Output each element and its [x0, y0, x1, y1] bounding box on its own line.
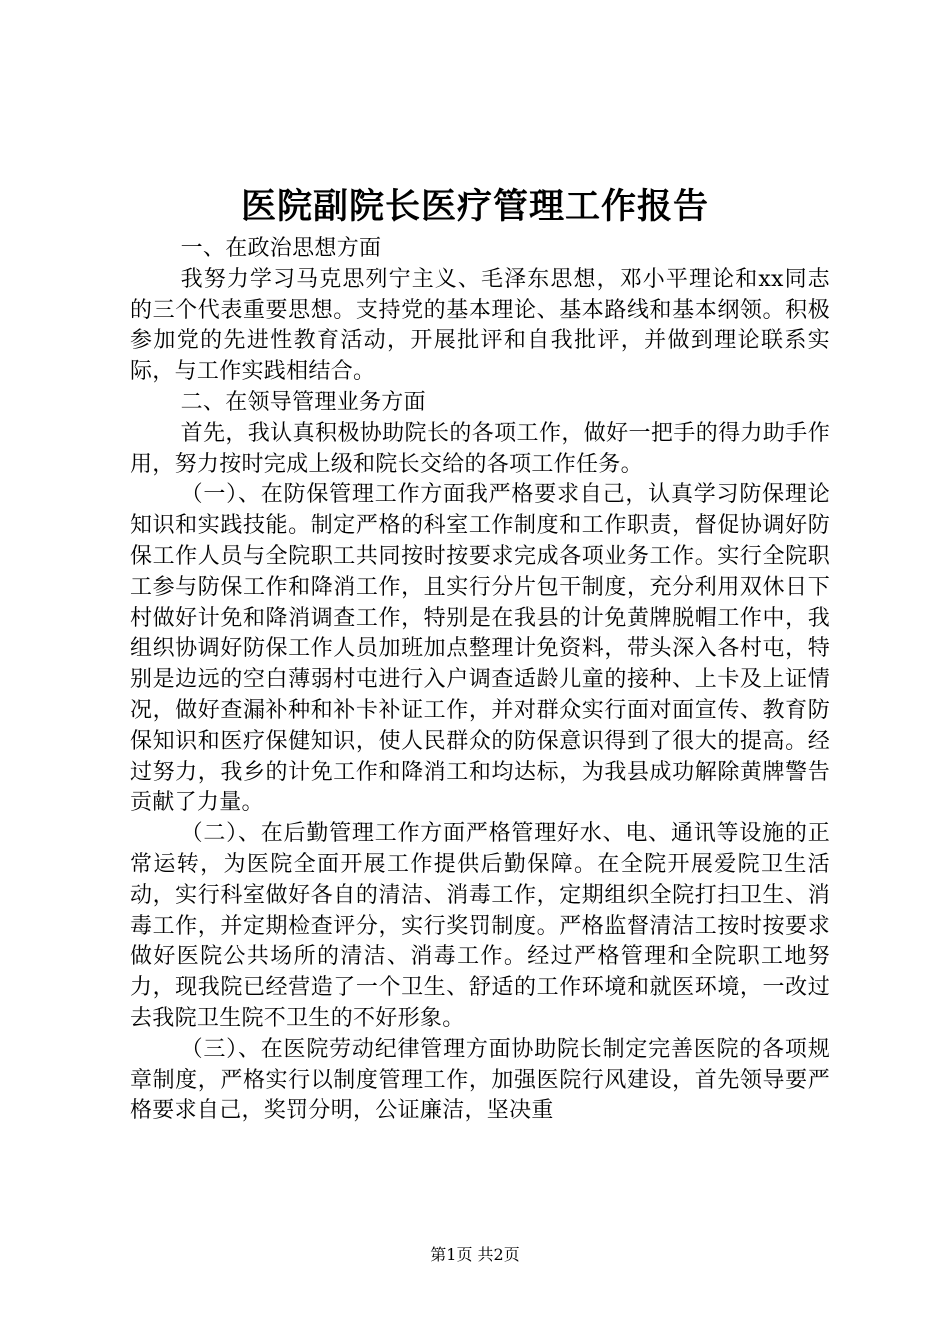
paragraph-epidemic-prevention: （一）、在防保管理工作方面我严格要求自己，认真学习防保理论知识和实践技能。制定严格的科室工作制度和工作职责，督促协调好防保工作人员与全院职工共同按时按要求完成各项业务工作。实行全院职工参与防保工作和降消工作，且实行分片包干制度，充分利用双休日下村做好计免和降消调查工作，特别是在我县的计免黄牌脱帽工作中，我组织协调好防保工作人员加班加点整理计免资料，带头深入各村屯，特别是边远的空白薄弱村屯进行入户调查适龄儿童的接种、上卡及上证情况，做好查漏补种和补卡补证工作，并对群众实行面对面宣传、教育防保知识和医疗保健知识，使人民群众的防保意识得到了很大的提高。经过努力，我乡的计免工作和降消工和均达标，为我县成功解除黄牌警告贡献了力量。	[130, 482, 830, 816]
section-heading-politics: 一、在政治思想方面	[180, 236, 382, 261]
document-body	[130, 234, 830, 1127]
paragraph-intro: 首先，我认真积极协助院长的各项工作，做好一把手的得力助手作用，努力按时完成上级和院长交给的各项工作任务。	[130, 420, 830, 477]
paragraph-discipline: （三）、在医院劳动纪律管理方面协助院长制定完善医院的各项规章制度，严格实行以制度管理工作，加强医院行风建设，首先领导要严格要求自己，奖罚分明，公证廉洁，坚决重	[130, 1036, 830, 1124]
paragraph-politics: 我努力学习马克思列宁主义、毛泽东思想，邓小平理论和xx同志的三个代表重要思想。支持党的基本理论、基本路线和基本纲领。积极参加党的先进性教育活动，开展批评和自我批评，并做到理论联系实际，与工作实践相结合。	[130, 266, 830, 385]
paragraph-logistics: （二）、在后勤管理工作方面严格管理好水、电、通讯等设施的正常运转，为医院全面开展工作提供后勤保障。在全院开展爱院卫生活动，实行科室做好各自的清洁、消毒工作，定期组织全院打扫卫生、消毒工作，并定期检查评分，实行奖罚制度。严格监督清洁工按时按要求做好医院公共场所的清洁、消毒工作。经过严格管理和全院职工地努力，现我院已经营造了一个卫生、舒适的工作环境和就医环境，一改过去我院卫生院不卫生的不好形象。	[130, 821, 830, 1031]
section-heading-management: 二、在领导管理业务方面	[180, 389, 426, 415]
document-title: 医院副院长医疗管理工作报告	[240, 186, 709, 227]
page-footer: 第1页 共2页	[430, 1245, 520, 1264]
